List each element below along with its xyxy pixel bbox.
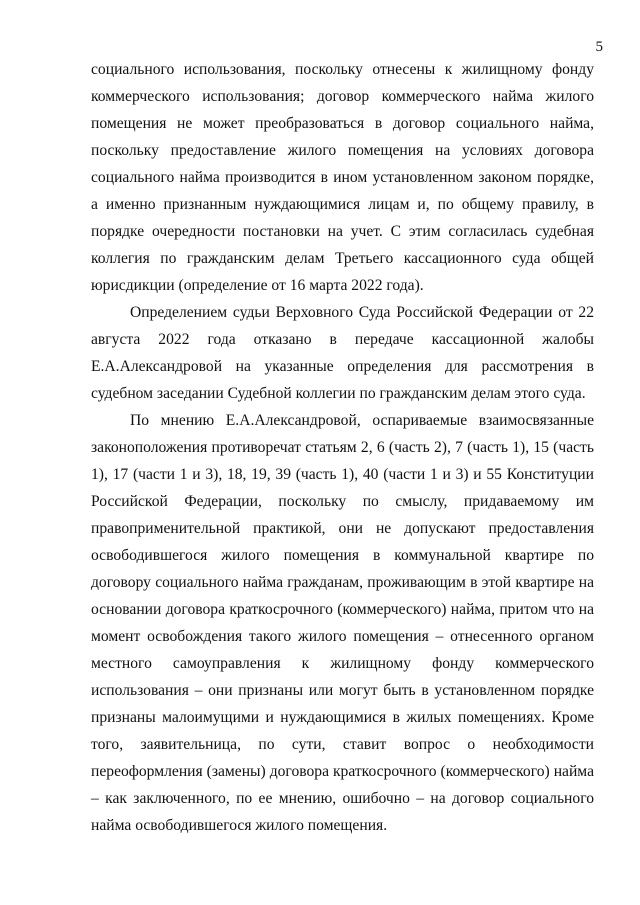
paragraph-applicant-opinion: По мнению Е.А.Александровой, оспариваемые взаимосвязанные законоположения противоречат статьям 2, 6 (часть 2), 7 (часть 1), 15 (часть 1), 17 (части 1 и 3), 18, 19, 39 (часть 1), 40 (части 1 и 3) и 55 Конституции Российской Федерации, поскольку по смыслу, придаваемому им правоприменительной практикой, они не допускают предоставления освободившегося жилого помещения в коммунальной квартире по договору социального найма гражданам, проживающим в этой квартире на основании договора краткосрочного (коммерческого) найма, притом что на момент освобождения такого жилого помещения – отнесенного органом местного самоуправления к жилищному фонду коммерческого использования – они признаны или могут быть в установленном порядке признаны малоимущими и нуждающимися в жилых помещениях. Кроме того, заявительница, по сути, ставит вопрос о необходимости переоформления (замены) договора краткосрочного (коммерческого) найма – как заключенного, по ее мнению, ошибочно – на договор социального найма освободившегося жилого помещения. <box>91 412 594 834</box>
paragraph-supreme-court-ruling: Определением судьи Верховного Суда Российской Федерации от 22 августа 2022 года отказано в передаче кассационной жалобы Е.А.Александровой на указанные определения для рассмотрения в судебном заседании Судебной коллегии по гражданским делам этого суда. <box>91 304 594 402</box>
document-body <box>91 56 594 839</box>
page-number: 5 <box>595 39 603 55</box>
paragraph-continuation: социального использования, поскольку отнесены к жилищному фонду коммерческого использования; договор коммерческого найма жилого помещения не может преобразоваться в договор социального найма, поскольку предоставление жилого помещения на условиях договора социального найма производится в ином установленном законом порядке, а именно признанным нуждающимися лицам и, по общему правилу, в порядке очередности постановки на учет. С этим согласилась судебная коллегия по гражданским делам Третьего кассационного суда общей юрисдикции (определение от 16 марта 2022 года). <box>91 61 594 294</box>
